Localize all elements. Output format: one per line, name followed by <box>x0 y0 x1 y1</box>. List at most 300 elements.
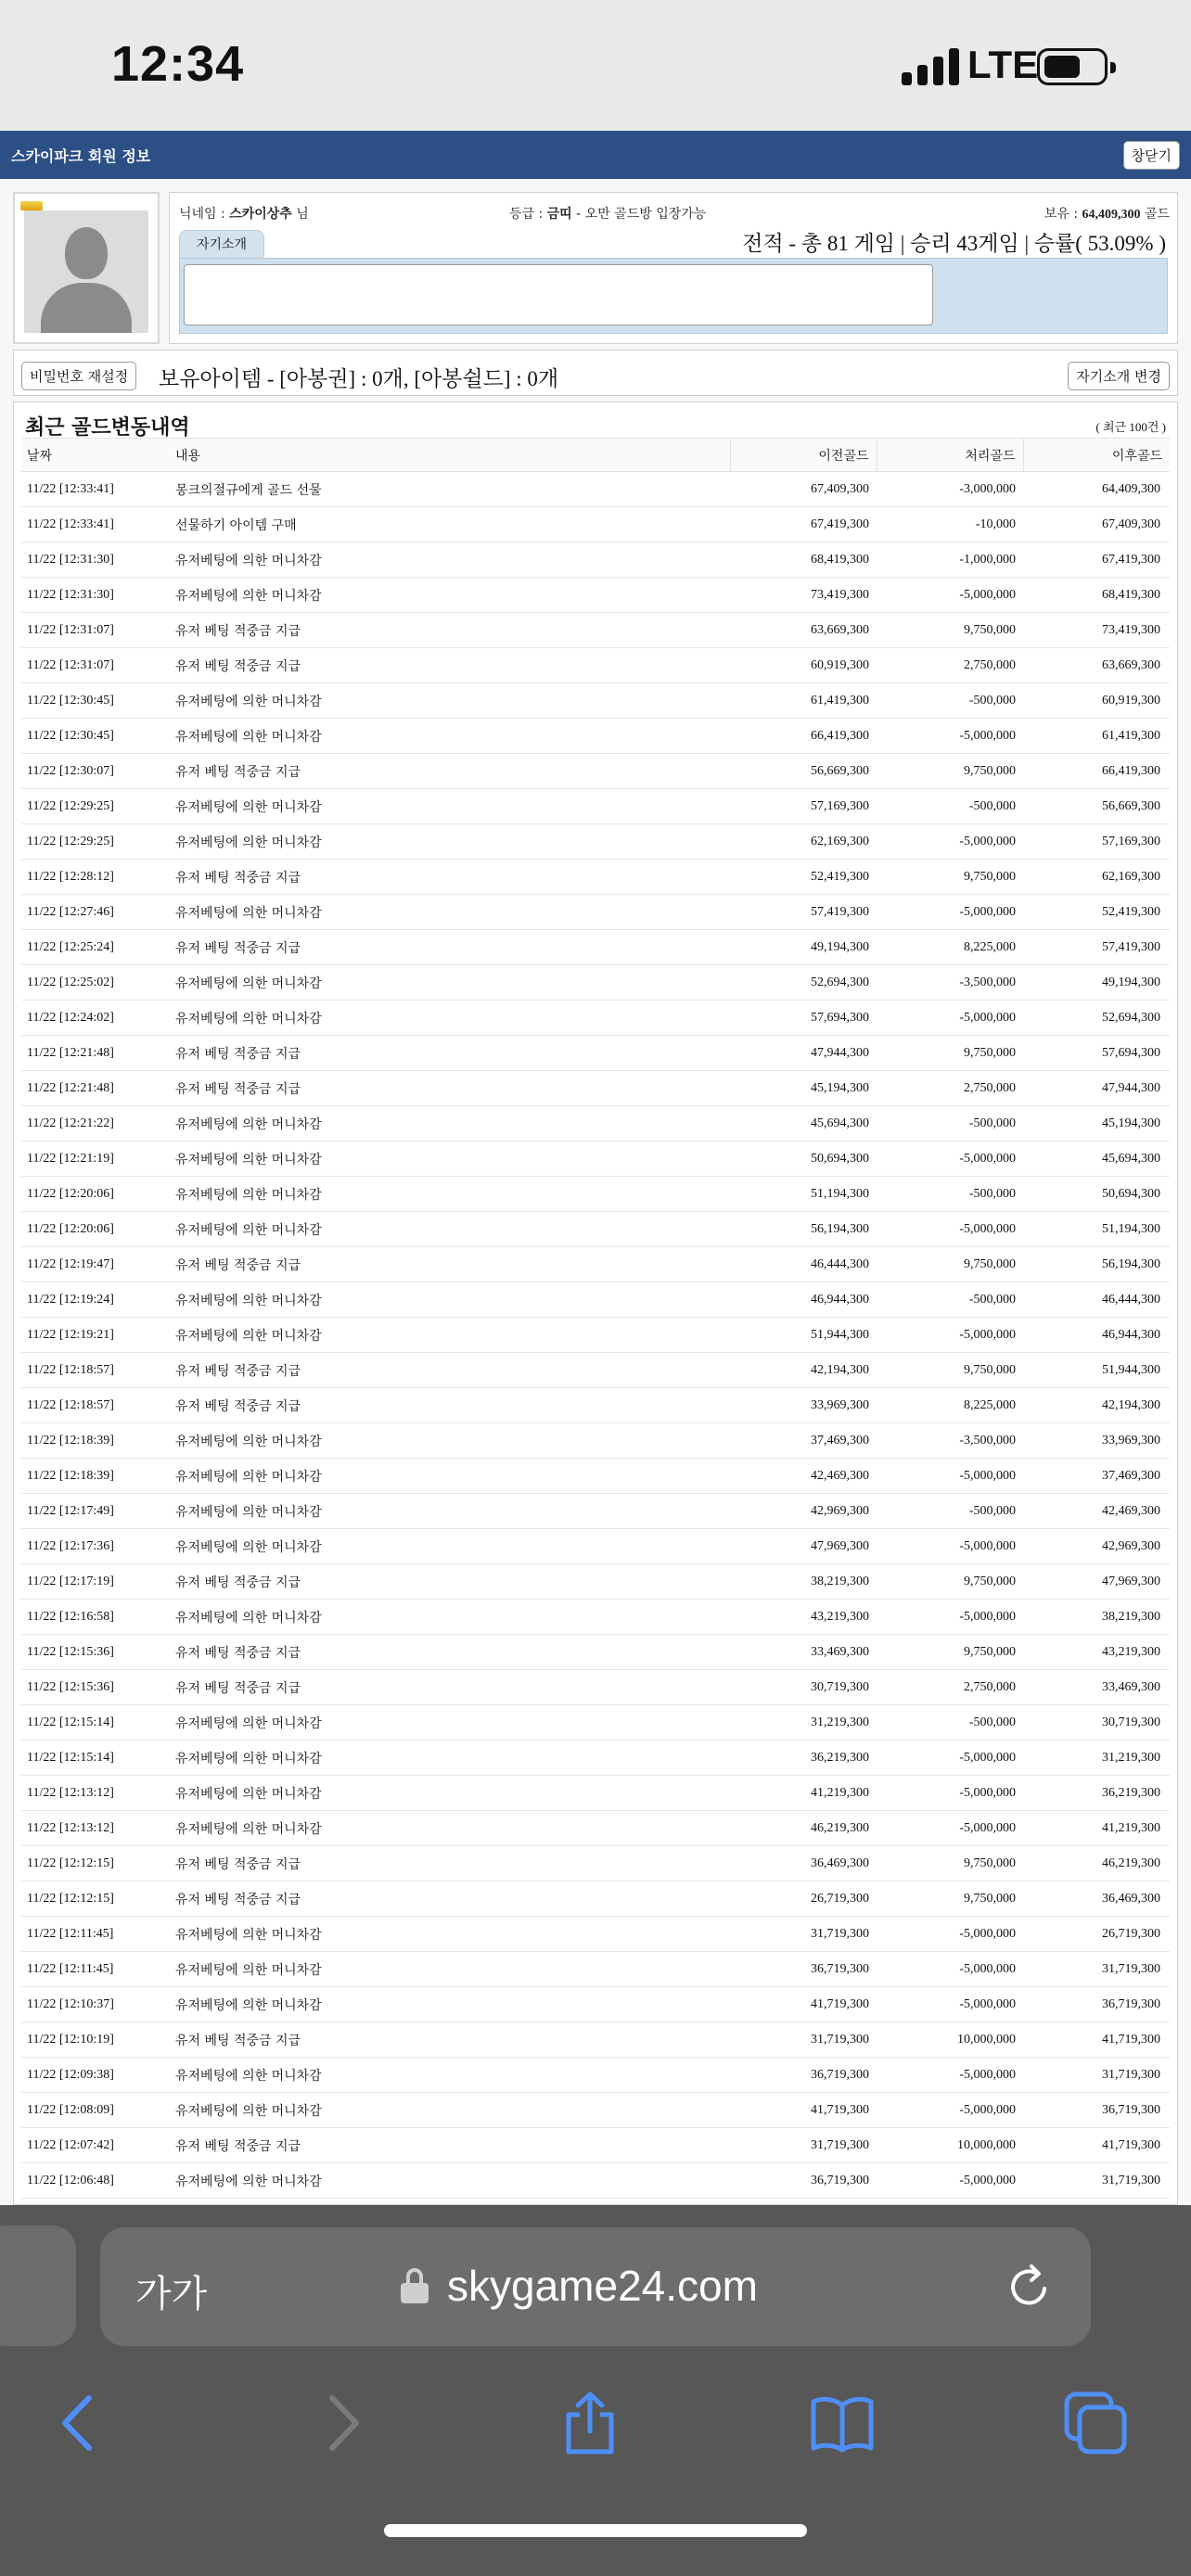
text-size-button[interactable]: 가가 <box>135 2273 208 2315</box>
cell-change-gold: -5,000,000 <box>877 1776 1023 1811</box>
battery-icon <box>1037 48 1108 85</box>
table-row <box>21 2128 1170 2163</box>
cell-after-gold: 41,719,300 <box>1023 2022 1170 2058</box>
cell-content: 유저 베팅 적중금 지급 <box>175 1353 730 1388</box>
cell-date: 11/22 [12:30:45] <box>21 719 175 754</box>
cell-change-gold: -500,000 <box>877 683 1023 719</box>
cell-change-gold: -500,000 <box>877 789 1023 824</box>
table-row <box>21 1776 1170 1811</box>
tab-self-intro[interactable]: 자기소개 <box>179 230 264 258</box>
cell-after-gold: 67,419,300 <box>1023 542 1170 578</box>
table-row <box>21 1705 1170 1741</box>
holding-value: 64,409,300 <box>1082 208 1141 222</box>
cell-content: 유저베팅에 의한 머니차감 <box>175 1987 730 2022</box>
cell-after-gold: 31,719,300 <box>1023 1952 1170 1987</box>
history-count-note: ( 최근 100건 ) <box>1095 420 1166 434</box>
cell-change-gold: -500,000 <box>877 1282 1023 1318</box>
cell-date: 11/22 [12:18:57] <box>21 1388 175 1423</box>
cell-change-gold: -500,000 <box>877 1177 1023 1212</box>
cell-date: 11/22 [12:11:45] <box>21 1917 175 1952</box>
cell-date: 11/22 [12:31:30] <box>21 542 175 578</box>
cell-date: 11/22 [12:12:15] <box>21 1846 175 1881</box>
cell-change-gold: 2,750,000 <box>877 1670 1023 1705</box>
column-header-content: 내용 <box>175 439 730 472</box>
cell-after-gold: 30,719,300 <box>1023 1705 1170 1741</box>
table-row <box>21 1529 1170 1564</box>
cell-date: 11/22 [12:19:24] <box>21 1282 175 1318</box>
cell-change-gold: 9,750,000 <box>877 754 1023 789</box>
cell-date: 11/22 [12:18:39] <box>21 1423 175 1459</box>
cell-change-gold: 2,750,000 <box>877 648 1023 683</box>
table-row <box>21 1600 1170 1635</box>
forward-icon <box>308 2391 373 2455</box>
cell-after-gold: 31,719,300 <box>1023 2163 1170 2199</box>
cell-change-gold: 8,225,000 <box>877 930 1023 965</box>
cell-date: 11/22 [12:21:22] <box>21 1106 175 1141</box>
cell-after-gold: 47,969,300 <box>1023 1564 1170 1600</box>
cell-date: 11/22 [12:31:30] <box>21 578 175 613</box>
cell-content: 유저 베팅 적중금 지급 <box>175 2022 730 2058</box>
cell-date: 11/22 [12:10:37] <box>21 1987 175 2022</box>
cell-date: 11/22 [12:11:45] <box>21 1952 175 1987</box>
cell-content: 유저베팅에 의한 머니차감 <box>175 683 730 719</box>
cell-change-gold: -5,000,000 <box>877 1529 1023 1564</box>
cell-content: 유저 베팅 적중금 지급 <box>175 1071 730 1106</box>
self-intro-area <box>179 258 1168 334</box>
table-row <box>21 1318 1170 1353</box>
cell-change-gold: -5,000,000 <box>877 1318 1023 1353</box>
cell-date: 11/22 [12:33:41] <box>21 472 175 507</box>
cell-content: 유저베팅에 의한 머니차감 <box>175 1741 730 1776</box>
table-row <box>21 2058 1170 2093</box>
table-row <box>21 472 1170 507</box>
cell-change-gold: 9,750,000 <box>877 1247 1023 1282</box>
page-header <box>0 131 1191 179</box>
column-header-change: 처리골드 <box>877 439 1023 472</box>
cell-date: 11/22 [12:15:14] <box>21 1705 175 1741</box>
table-row <box>21 1177 1170 1212</box>
history-title: 최근 골드변동내역 <box>25 416 190 440</box>
nickname-value: 스카이상추 <box>229 207 292 222</box>
game-record: 전적 - 총 81 게임 | 승리 43게임 | 승률( 53.09% ) <box>742 232 1166 255</box>
column-header-after: 이후골드 <box>1023 439 1170 472</box>
cell-after-gold: 57,419,300 <box>1023 930 1170 965</box>
cell-before-gold: 57,169,300 <box>730 789 877 824</box>
cell-change-gold: -5,000,000 <box>877 719 1023 754</box>
cell-date: 11/22 [12:06:48] <box>21 2163 175 2199</box>
cell-before-gold: 67,419,300 <box>730 507 877 542</box>
cell-after-gold: 45,194,300 <box>1023 1106 1170 1141</box>
table-row <box>21 1459 1170 1494</box>
table-header-row <box>21 439 1170 472</box>
cell-before-gold: 67,409,300 <box>730 472 877 507</box>
cell-date: 11/22 [12:18:57] <box>21 1353 175 1388</box>
cell-before-gold: 36,469,300 <box>730 1846 877 1881</box>
cell-before-gold: 52,419,300 <box>730 860 877 895</box>
cell-before-gold: 50,694,300 <box>730 1141 877 1177</box>
cell-change-gold: -3,000,000 <box>877 472 1023 507</box>
profile-panel <box>13 192 1178 344</box>
cell-change-gold: -5,000,000 <box>877 824 1023 860</box>
grade-label: 등급 : <box>509 207 547 222</box>
cell-after-gold: 49,194,300 <box>1023 965 1170 1001</box>
cell-content: 유저베팅에 의한 머니차감 <box>175 1001 730 1036</box>
cell-after-gold: 36,719,300 <box>1023 2093 1170 2128</box>
column-header-before: 이전골드 <box>730 439 877 472</box>
table-row <box>21 1036 1170 1071</box>
cell-change-gold: -5,000,000 <box>877 578 1023 613</box>
cell-date: 11/22 [12:07:42] <box>21 2128 175 2163</box>
cell-content: 유저 베팅 적중금 지급 <box>175 1846 730 1881</box>
cell-date: 11/22 [12:08:09] <box>21 2093 175 2128</box>
cell-date: 11/22 [12:25:24] <box>21 930 175 965</box>
cell-before-gold: 46,219,300 <box>730 1811 877 1846</box>
holding-label: 보유 : <box>1044 207 1082 222</box>
status-time: 12:34 <box>111 36 245 92</box>
cell-before-gold: 61,419,300 <box>730 683 877 719</box>
cell-content: 유저 베팅 적중금 지급 <box>175 930 730 965</box>
cell-change-gold: -3,500,000 <box>877 1423 1023 1459</box>
cell-content: 유저베팅에 의한 머니차감 <box>175 578 730 613</box>
grade-line <box>509 204 706 223</box>
cell-before-gold: 47,969,300 <box>730 1529 877 1564</box>
cell-content: 유저베팅에 의한 머니차감 <box>175 1952 730 1987</box>
cell-content: 유저베팅에 의한 머니차감 <box>175 2163 730 2199</box>
table-row <box>21 1106 1170 1141</box>
cell-change-gold: -5,000,000 <box>877 1811 1023 1846</box>
cell-content: 유저베팅에 의한 머니차감 <box>175 1600 730 1635</box>
cell-after-gold: 62,169,300 <box>1023 860 1170 895</box>
cell-after-gold: 37,469,300 <box>1023 1459 1170 1494</box>
grade-value: 금띠 <box>546 207 572 222</box>
address-bar[interactable] <box>100 2227 1091 2346</box>
cell-after-gold: 57,169,300 <box>1023 824 1170 860</box>
cell-date: 11/22 [12:28:12] <box>21 860 175 895</box>
cell-after-gold: 56,669,300 <box>1023 789 1170 824</box>
cell-change-gold: -5,000,000 <box>877 1741 1023 1776</box>
url-text[interactable]: skygame24.com <box>447 2262 758 2310</box>
cell-date: 11/22 [12:29:25] <box>21 789 175 824</box>
cell-after-gold: 42,469,300 <box>1023 1494 1170 1529</box>
cell-change-gold: -5,000,000 <box>877 2093 1023 2128</box>
cell-date: 11/22 [12:25:02] <box>21 965 175 1001</box>
table-row <box>21 1564 1170 1600</box>
cell-content: 유저 베팅 적중금 지급 <box>175 1881 730 1917</box>
cell-after-gold: 66,419,300 <box>1023 754 1170 789</box>
cell-content: 유저베팅에 의한 머니차감 <box>175 1282 730 1318</box>
home-indicator <box>384 2524 807 2537</box>
bookmarks-icon[interactable] <box>810 2391 875 2455</box>
reset-password-button[interactable]: 비밀번호 재설정 <box>21 362 136 390</box>
cell-change-gold: 9,750,000 <box>877 613 1023 648</box>
table-row <box>21 2163 1170 2199</box>
table-row <box>21 965 1170 1001</box>
cell-before-gold: 31,719,300 <box>730 2128 877 2163</box>
edit-intro-button[interactable]: 자기소개 변경 <box>1068 362 1170 390</box>
profile-photo <box>13 192 160 344</box>
cell-content: 유저 베팅 적중금 지급 <box>175 613 730 648</box>
items-bar <box>13 350 1178 396</box>
cell-after-gold: 50,694,300 <box>1023 1177 1170 1212</box>
cell-change-gold: -5,000,000 <box>877 895 1023 930</box>
table-row <box>21 1881 1170 1917</box>
cell-content: 유저베팅에 의한 머니차감 <box>175 1141 730 1177</box>
cell-after-gold: 47,944,300 <box>1023 1071 1170 1106</box>
nickname-line <box>179 204 309 223</box>
cell-date: 11/22 [12:33:41] <box>21 507 175 542</box>
table-row <box>21 1141 1170 1177</box>
cell-before-gold: 42,969,300 <box>730 1494 877 1529</box>
cell-content: 유저베팅에 의한 머니차감 <box>175 2058 730 2093</box>
table-row <box>21 683 1170 719</box>
cell-before-gold: 42,469,300 <box>730 1459 877 1494</box>
table-row <box>21 789 1170 824</box>
cell-after-gold: 51,194,300 <box>1023 1212 1170 1247</box>
cell-before-gold: 41,719,300 <box>730 2093 877 2128</box>
cell-change-gold: 9,750,000 <box>877 1846 1023 1881</box>
nickname-label: 닉네임 : <box>179 207 230 222</box>
cell-date: 11/22 [12:27:46] <box>21 895 175 930</box>
cell-change-gold: 9,750,000 <box>877 1036 1023 1071</box>
cell-after-gold: 52,419,300 <box>1023 895 1170 930</box>
cell-date: 11/22 [12:24:02] <box>21 1001 175 1036</box>
table-row <box>21 1212 1170 1247</box>
cell-date: 11/22 [12:29:25] <box>21 824 175 860</box>
cell-after-gold: 56,194,300 <box>1023 1247 1170 1282</box>
cell-before-gold: 31,719,300 <box>730 2022 877 2058</box>
table-row <box>21 578 1170 613</box>
cell-before-gold: 33,969,300 <box>730 1388 877 1423</box>
cell-before-gold: 56,194,300 <box>730 1212 877 1247</box>
cell-change-gold: -5,000,000 <box>877 1459 1023 1494</box>
nickname-suffix: 님 <box>291 207 309 222</box>
cell-after-gold: 31,719,300 <box>1023 2058 1170 2093</box>
cell-content: 유저베팅에 의한 머니차감 <box>175 965 730 1001</box>
cell-after-gold: 26,719,300 <box>1023 1917 1170 1952</box>
cell-after-gold: 33,969,300 <box>1023 1423 1170 1459</box>
table-row <box>21 1001 1170 1036</box>
cell-date: 11/22 [12:20:06] <box>21 1177 175 1212</box>
cell-before-gold: 46,944,300 <box>730 1282 877 1318</box>
cell-after-gold: 52,694,300 <box>1023 1001 1170 1036</box>
cell-content: 유저 베팅 적중금 지급 <box>175 1635 730 1670</box>
table-row <box>21 1247 1170 1282</box>
previous-tab-preview[interactable] <box>0 2225 76 2346</box>
cell-before-gold: 51,194,300 <box>730 1177 877 1212</box>
cell-before-gold: 47,944,300 <box>730 1036 877 1071</box>
cell-content: 유저베팅에 의한 머니차감 <box>175 1776 730 1811</box>
owned-items-text: 보유아이템 - [아봉권] : 0개, [아봉쉴드] : 0개 <box>159 367 559 390</box>
cell-after-gold: 64,409,300 <box>1023 472 1170 507</box>
cell-content: 유저 베팅 적중금 지급 <box>175 1247 730 1282</box>
cell-date: 11/22 [12:15:14] <box>21 1741 175 1776</box>
cell-change-gold: 10,000,000 <box>877 2128 1023 2163</box>
table-row <box>21 2093 1170 2128</box>
cell-after-gold: 41,219,300 <box>1023 1811 1170 1846</box>
status-bar <box>0 0 1191 131</box>
holding-line <box>1044 204 1170 223</box>
cell-before-gold: 57,419,300 <box>730 895 877 930</box>
cell-after-gold: 46,444,300 <box>1023 1282 1170 1318</box>
cell-before-gold: 52,694,300 <box>730 965 877 1001</box>
cell-content: 유저베팅에 의한 머니차감 <box>175 895 730 930</box>
web-page <box>0 131 1191 2205</box>
cell-before-gold: 36,719,300 <box>730 2163 877 2199</box>
cell-change-gold: -5,000,000 <box>877 1987 1023 2022</box>
cell-before-gold: 26,719,300 <box>730 1881 877 1917</box>
cell-content: 유저베팅에 의한 머니차감 <box>175 719 730 754</box>
cell-date: 11/22 [12:15:36] <box>21 1635 175 1670</box>
table-row <box>21 1987 1170 2022</box>
cell-change-gold: -500,000 <box>877 1494 1023 1529</box>
tabs-icon[interactable] <box>1063 2391 1128 2455</box>
table-row <box>21 1494 1170 1529</box>
cell-content: 유저베팅에 의한 머니차감 <box>175 2093 730 2128</box>
cell-after-gold: 46,219,300 <box>1023 1846 1170 1881</box>
cell-change-gold: 2,750,000 <box>877 1071 1023 1106</box>
table-row <box>21 1846 1170 1881</box>
cell-change-gold: -5,000,000 <box>877 1212 1023 1247</box>
cell-change-gold: 9,750,000 <box>877 860 1023 895</box>
cell-before-gold: 43,219,300 <box>730 1600 877 1635</box>
cell-content: 유저베팅에 의한 머니차감 <box>175 1811 730 1846</box>
gold-history-table <box>21 438 1170 2199</box>
cell-change-gold: -5,000,000 <box>877 1600 1023 1635</box>
gold-history-panel <box>13 402 1178 2205</box>
cell-before-gold: 73,419,300 <box>730 578 877 613</box>
profile-info <box>169 192 1178 344</box>
cell-before-gold: 60,919,300 <box>730 648 877 683</box>
grade-badge-icon <box>20 201 43 210</box>
cell-after-gold: 38,219,300 <box>1023 1600 1170 1635</box>
cell-before-gold: 36,719,300 <box>730 2058 877 2093</box>
cell-before-gold: 30,719,300 <box>730 1670 877 1705</box>
cell-content: 유저베팅에 의한 머니차감 <box>175 1494 730 1529</box>
cell-after-gold: 42,194,300 <box>1023 1388 1170 1423</box>
cell-change-gold: -5,000,000 <box>877 1917 1023 1952</box>
cell-after-gold: 60,919,300 <box>1023 683 1170 719</box>
cell-before-gold: 41,719,300 <box>730 1987 877 2022</box>
table-row <box>21 542 1170 578</box>
cell-before-gold: 36,719,300 <box>730 1952 877 1987</box>
cell-date: 11/22 [12:30:07] <box>21 754 175 789</box>
grade-description: - 오만 골드방 입장가능 <box>571 207 707 222</box>
cell-before-gold: 68,419,300 <box>730 542 877 578</box>
cell-content: 유저베팅에 의한 머니차감 <box>175 1106 730 1141</box>
page-title: 스카이파크 회원 정보 <box>11 147 151 165</box>
cell-after-gold: 41,719,300 <box>1023 2128 1170 2163</box>
cell-after-gold: 51,944,300 <box>1023 1353 1170 1388</box>
cell-after-gold: 68,419,300 <box>1023 578 1170 613</box>
cell-after-gold: 67,409,300 <box>1023 507 1170 542</box>
table-row <box>21 895 1170 930</box>
cell-before-gold: 57,694,300 <box>730 1001 877 1036</box>
table-row <box>21 648 1170 683</box>
cell-date: 11/22 [12:18:39] <box>21 1459 175 1494</box>
cell-content: 유저 베팅 적중금 지급 <box>175 1388 730 1423</box>
cell-before-gold: 45,694,300 <box>730 1106 877 1141</box>
cell-change-gold: 8,225,000 <box>877 1388 1023 1423</box>
back-icon[interactable] <box>48 2391 113 2455</box>
cell-before-gold: 33,469,300 <box>730 1635 877 1670</box>
cell-before-gold: 31,719,300 <box>730 1917 877 1952</box>
table-row <box>21 1388 1170 1423</box>
cell-content: 유저베팅에 의한 머니차감 <box>175 824 730 860</box>
cell-after-gold: 36,219,300 <box>1023 1776 1170 1811</box>
cell-content: 유저베팅에 의한 머니차감 <box>175 1212 730 1247</box>
cell-content: 유저베팅에 의한 머니차감 <box>175 1917 730 1952</box>
cell-after-gold: 57,694,300 <box>1023 1036 1170 1071</box>
cell-before-gold: 51,944,300 <box>730 1318 877 1353</box>
cell-after-gold: 73,419,300 <box>1023 613 1170 648</box>
cell-content: 유저베팅에 의한 머니차감 <box>175 1705 730 1741</box>
table-row <box>21 1741 1170 1776</box>
cell-before-gold: 49,194,300 <box>730 930 877 965</box>
cell-date: 11/22 [12:17:49] <box>21 1494 175 1529</box>
cell-date: 11/22 [12:17:36] <box>21 1529 175 1564</box>
cell-change-gold: -5,000,000 <box>877 2163 1023 2199</box>
cell-date: 11/22 [12:19:21] <box>21 1318 175 1353</box>
cell-change-gold: 10,000,000 <box>877 2022 1023 2058</box>
network-type: LTE <box>967 43 1039 86</box>
cell-change-gold: 9,750,000 <box>877 1353 1023 1388</box>
cell-content: 유저베팅에 의한 머니차감 <box>175 1459 730 1494</box>
cell-after-gold: 42,969,300 <box>1023 1529 1170 1564</box>
cell-change-gold: 9,750,000 <box>877 1564 1023 1600</box>
cell-after-gold: 36,719,300 <box>1023 1987 1170 2022</box>
cell-change-gold: 9,750,000 <box>877 1635 1023 1670</box>
cell-change-gold: -3,500,000 <box>877 965 1023 1001</box>
table-row <box>21 1071 1170 1106</box>
cell-after-gold: 46,944,300 <box>1023 1318 1170 1353</box>
reload-icon[interactable] <box>1004 2261 1056 2313</box>
cell-date: 11/22 [12:21:19] <box>21 1141 175 1177</box>
cellular-signal-icon <box>902 48 965 85</box>
cell-after-gold: 36,469,300 <box>1023 1881 1170 1917</box>
cell-content: 선물하기 아이템 구매 <box>175 507 730 542</box>
cell-content: 유저 베팅 적중금 지급 <box>175 1036 730 1071</box>
cell-content: 유저 베팅 적중금 지급 <box>175 648 730 683</box>
cell-date: 11/22 [12:21:48] <box>21 1036 175 1071</box>
table-row <box>21 1952 1170 1987</box>
close-window-button[interactable]: 창닫기 <box>1123 141 1180 170</box>
cell-content: 유저베팅에 의한 머니차감 <box>175 1318 730 1353</box>
share-icon[interactable] <box>557 2391 622 2455</box>
lock-icon <box>401 2268 429 2303</box>
cell-after-gold: 33,469,300 <box>1023 1670 1170 1705</box>
cell-date: 11/22 [12:13:12] <box>21 1776 175 1811</box>
cell-content: 유저베팅에 의한 머니차감 <box>175 789 730 824</box>
safari-toolbar <box>0 2205 1191 2576</box>
cell-date: 11/22 [12:12:15] <box>21 1881 175 1917</box>
cell-content: 유저 베팅 적중금 지급 <box>175 2128 730 2163</box>
cell-before-gold: 66,419,300 <box>730 719 877 754</box>
cell-before-gold: 46,444,300 <box>730 1247 877 1282</box>
cell-before-gold: 63,669,300 <box>730 613 877 648</box>
table-row <box>21 719 1170 754</box>
holding-unit: 골드 <box>1140 207 1170 222</box>
cell-before-gold: 45,194,300 <box>730 1071 877 1106</box>
column-header-date: 날짜 <box>21 439 175 472</box>
cell-before-gold: 37,469,300 <box>730 1423 877 1459</box>
table-row <box>21 930 1170 965</box>
cell-date: 11/22 [12:19:47] <box>21 1247 175 1282</box>
cell-date: 11/22 [12:16:58] <box>21 1600 175 1635</box>
cell-content: 유저베팅에 의한 머니차감 <box>175 1423 730 1459</box>
cell-date: 11/22 [12:13:12] <box>21 1811 175 1846</box>
cell-date: 11/22 [12:31:07] <box>21 648 175 683</box>
cell-date: 11/22 [12:21:48] <box>21 1071 175 1106</box>
